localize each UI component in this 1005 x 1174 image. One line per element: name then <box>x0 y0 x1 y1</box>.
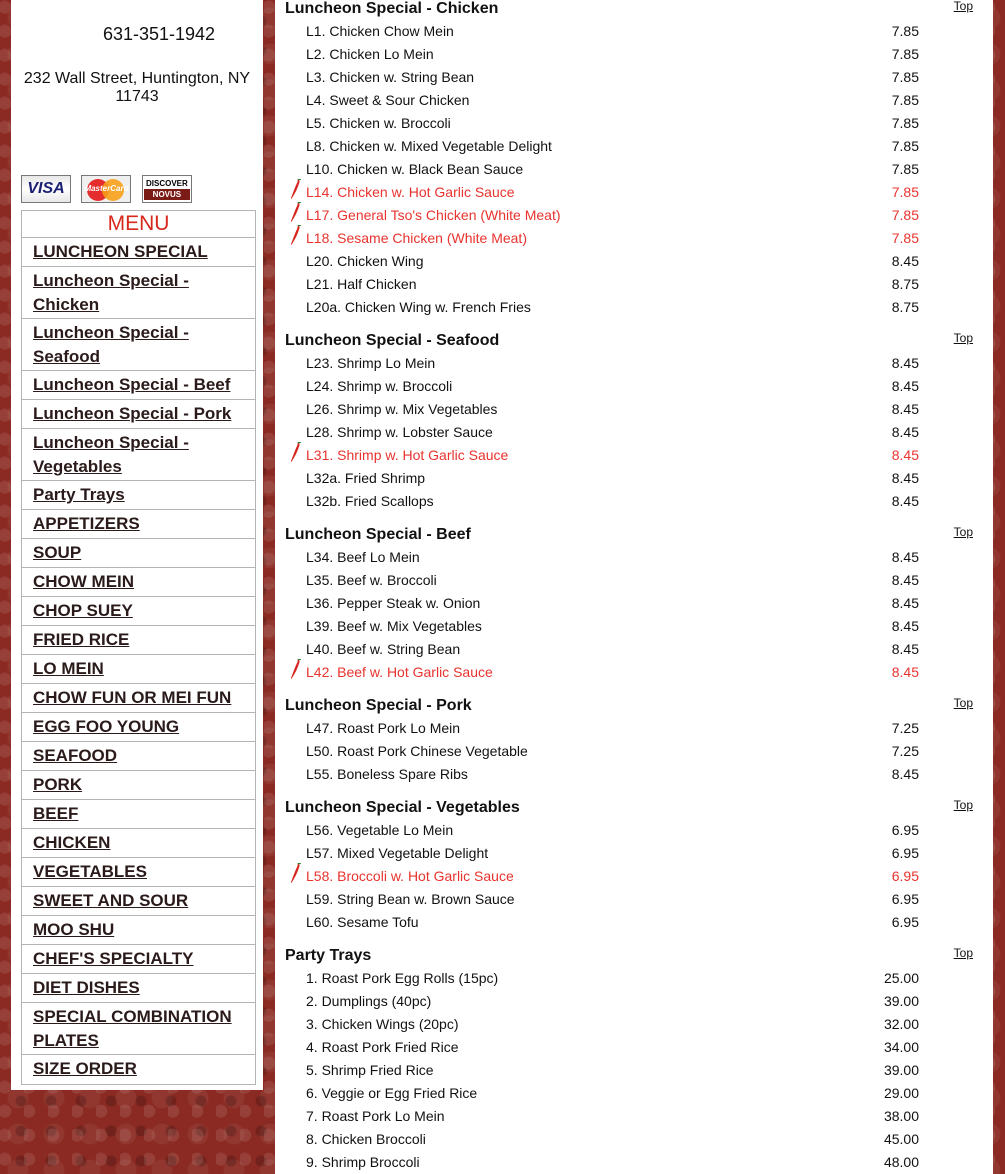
menu-link-luncheon-special-seafood[interactable]: Luncheon Special - Seafood <box>22 319 255 371</box>
item-name: L28. Shrimp w. Lobster Sauce <box>306 424 493 440</box>
item-name: 8. Chicken Broccoli <box>306 1131 426 1147</box>
item-name: L59. String Bean w. Brown Sauce <box>306 891 515 907</box>
section-title: Luncheon Special - Pork <box>285 697 472 714</box>
top-link[interactable]: Top <box>953 525 973 539</box>
menu-link-vegetables[interactable]: VEGETABLES <box>22 858 255 887</box>
item-price: 8.45 <box>891 447 919 463</box>
item-price: 8.45 <box>891 572 919 588</box>
item-price: 7.25 <box>891 720 919 736</box>
menu-item-row[interactable] <box>285 401 935 421</box>
menu-item-row[interactable] <box>285 1085 935 1105</box>
menu-item-row[interactable] <box>285 378 935 398</box>
item-price: 6.95 <box>891 845 919 861</box>
menu-link-chow-mein[interactable]: CHOW MEIN <box>22 568 255 597</box>
item-price: 8.45 <box>891 378 919 394</box>
item-name: L23. Shrimp Lo Mein <box>306 355 436 371</box>
item-name: L18. Sesame Chicken (White Meat) <box>306 230 527 246</box>
item-price: 8.75 <box>891 276 919 292</box>
item-price: 8.45 <box>891 253 919 269</box>
hot-pepper-icon <box>289 179 303 201</box>
menu-link-fried-rice[interactable]: FRIED RICE <box>22 626 255 655</box>
menu-link-luncheon-special-beef[interactable]: Luncheon Special - Beef <box>22 371 255 400</box>
item-price: 8.45 <box>891 355 919 371</box>
menu-link-chop-suey[interactable]: CHOP SUEY <box>22 597 255 626</box>
item-name: L56. Vegetable Lo Mein <box>306 822 454 838</box>
item-price: 7.85 <box>891 115 919 131</box>
menu-item-row[interactable] <box>285 766 935 786</box>
section-header <box>285 332 980 352</box>
item-name: 5. Shrimp Fried Rice <box>306 1062 434 1078</box>
item-price: 7.85 <box>891 69 919 85</box>
item-price: 6.95 <box>891 822 919 838</box>
menu-item-row[interactable] <box>285 115 935 135</box>
top-link[interactable]: Top <box>953 798 973 812</box>
menu-link-luncheon-special-vegetables[interactable]: Luncheon Special - Vegetables <box>22 429 255 481</box>
menu-item-row[interactable] <box>285 69 935 89</box>
item-price: 29.00 <box>883 1085 919 1101</box>
item-name: L36. Pepper Steak w. Onion <box>306 595 481 611</box>
item-name: 9. Shrimp Broccoli <box>306 1154 420 1170</box>
address: 232 Wall Street, Huntington, NY 11743 <box>23 70 251 105</box>
item-name: L10. Chicken w. Black Bean Sauce <box>306 161 524 177</box>
menu-item-row[interactable] <box>285 470 935 490</box>
section-header <box>285 799 980 819</box>
item-price: 6.95 <box>891 891 919 907</box>
item-name: L55. Boneless Spare Ribs <box>306 766 468 782</box>
menu-item-row[interactable] <box>285 46 935 66</box>
menu-item-row[interactable] <box>285 138 935 158</box>
item-price: 6.95 <box>891 914 919 930</box>
item-price: 8.45 <box>891 618 919 634</box>
item-name: L31. Shrimp w. Hot Garlic Sauce <box>306 447 509 463</box>
item-name: L42. Beef w. Hot Garlic Sauce <box>306 664 493 680</box>
menu-link-chow-fun-or-mei-fun[interactable]: CHOW FUN OR MEI FUN <box>22 684 255 713</box>
menu-item-row[interactable] <box>285 595 935 615</box>
item-price: 7.85 <box>891 207 919 223</box>
menu-item-row[interactable] <box>285 868 935 888</box>
menu-link-party-trays[interactable]: Party Trays <box>22 481 255 510</box>
hot-pepper-icon <box>289 863 303 885</box>
menu-item-row[interactable] <box>285 549 935 569</box>
top-link[interactable]: Top <box>953 696 973 710</box>
item-price: 8.45 <box>891 401 919 417</box>
item-price: 8.75 <box>891 299 919 315</box>
item-name: L39. Beef w. Mix Vegetables <box>306 618 482 634</box>
menu-title: MENU <box>22 211 255 238</box>
top-link[interactable]: Top <box>953 946 973 960</box>
menu-link-egg-foo-young[interactable]: EGG FOO YOUNG <box>22 713 255 742</box>
section-title: Luncheon Special - Seafood <box>285 332 500 349</box>
menu-item-row[interactable] <box>285 572 935 592</box>
item-price: 8.45 <box>891 595 919 611</box>
menu-item-row[interactable] <box>285 1016 935 1036</box>
item-price: 7.85 <box>891 161 919 177</box>
item-name: L35. Beef w. Broccoli <box>306 572 437 588</box>
hot-pepper-icon <box>289 659 303 681</box>
menu-link-beef[interactable]: BEEF <box>22 800 255 829</box>
menu-item-row[interactable] <box>285 230 935 250</box>
menu-item-row[interactable] <box>285 970 935 990</box>
item-name: L2. Chicken Lo Mein <box>306 46 434 62</box>
item-price: 7.85 <box>891 23 919 39</box>
item-price: 7.85 <box>891 92 919 108</box>
item-name: L32b. Fried Scallops <box>306 493 434 509</box>
item-name: L4. Sweet & Sour Chicken <box>306 92 470 108</box>
item-name: L47. Roast Pork Lo Mein <box>306 720 461 736</box>
menu-item-row[interactable] <box>285 447 935 467</box>
menu-item-row[interactable] <box>285 1108 935 1128</box>
menu-item-row[interactable] <box>285 161 935 181</box>
section-header <box>285 0 980 20</box>
menu-item-row[interactable] <box>285 720 935 740</box>
item-price: 34.00 <box>883 1039 919 1055</box>
item-name: L17. General Tso's Chicken (White Meat) <box>306 207 561 223</box>
section-title: Luncheon Special - Beef <box>285 526 471 543</box>
item-name: L34. Beef Lo Mein <box>306 549 420 565</box>
item-price: 32.00 <box>883 1016 919 1032</box>
item-price: 8.45 <box>891 664 919 680</box>
menu-link-sweet-and-sour[interactable]: SWEET AND SOUR <box>22 887 255 916</box>
item-price: 8.45 <box>891 424 919 440</box>
section-header <box>285 697 980 717</box>
item-name: L24. Shrimp w. Broccoli <box>306 378 453 394</box>
item-name: 6. Veggie or Egg Fried Rice <box>306 1085 478 1101</box>
item-name: L40. Beef w. String Bean <box>306 641 461 657</box>
hot-pepper-icon <box>289 202 303 224</box>
menu-item-row[interactable] <box>285 914 935 934</box>
item-name: L14. Chicken w. Hot Garlic Sauce <box>306 184 515 200</box>
item-price: 8.45 <box>891 766 919 782</box>
menu-link-luncheon-special[interactable]: LUNCHEON SPECIAL <box>22 238 255 267</box>
item-price: 45.00 <box>883 1131 919 1147</box>
menu-link-soup[interactable]: SOUP <box>22 539 255 568</box>
item-price: 7.85 <box>891 46 919 62</box>
item-name: 4. Roast Pork Fried Rice <box>306 1039 459 1055</box>
menu-link-moo-shu[interactable]: MOO SHU <box>22 916 255 945</box>
item-price: 38.00 <box>883 1108 919 1124</box>
item-price: 7.25 <box>891 743 919 759</box>
sidebar <box>11 0 263 1090</box>
item-name: 1. Roast Pork Egg Rolls (15pc) <box>306 970 499 986</box>
item-name: L60. Sesame Tofu <box>306 914 419 930</box>
menu-nav <box>21 210 256 1085</box>
item-price: 7.85 <box>891 230 919 246</box>
item-name: L8. Chicken w. Mixed Vegetable Delight <box>306 138 552 154</box>
item-price: 7.85 <box>891 184 919 200</box>
menu-link-luncheon-special-pork[interactable]: Luncheon Special - Pork <box>22 400 255 429</box>
item-name: 7. Roast Pork Lo Mein <box>306 1108 445 1124</box>
item-name: L26. Shrimp w. Mix Vegetables <box>306 401 498 417</box>
menu-item-row[interactable] <box>285 891 935 911</box>
section-title: Party Trays <box>285 947 372 964</box>
menu-item-row[interactable] <box>285 355 935 375</box>
menu-link-chef-s-specialty[interactable]: CHEF'S SPECIALTY <box>22 945 255 974</box>
menu-link-special-combination-plates[interactable]: SPECIAL COMBINATION PLATES <box>22 1003 255 1055</box>
item-price: 48.00 <box>883 1154 919 1170</box>
item-price: 39.00 <box>883 993 919 1009</box>
menu-link-appetizers[interactable]: APPETIZERS <box>22 510 255 539</box>
item-name: 2. Dumplings (40pc) <box>306 993 432 1009</box>
menu-item-row[interactable] <box>285 822 935 842</box>
menu-item-row[interactable] <box>285 845 935 865</box>
menu-link-seafood[interactable]: SEAFOOD <box>22 742 255 771</box>
menu-link-luncheon-special-chicken[interactable]: Luncheon Special - Chicken <box>22 267 255 319</box>
menu-item-row[interactable] <box>285 641 935 661</box>
phone-number: 631-351-1942 <box>102 24 216 44</box>
menu-item-row[interactable] <box>285 1062 935 1082</box>
payment-cards <box>21 175 198 203</box>
item-price: 7.85 <box>891 138 919 154</box>
section-title: Luncheon Special - Vegetables <box>285 799 520 816</box>
item-name: L58. Broccoli w. Hot Garlic Sauce <box>306 868 514 884</box>
item-name: L32a. Fried Shrimp <box>306 470 426 486</box>
item-price: 8.45 <box>891 493 919 509</box>
menu-link-lo-mein[interactable]: LO MEIN <box>22 655 255 684</box>
menu-link-chicken[interactable]: CHICKEN <box>22 829 255 858</box>
menu-item-row[interactable] <box>285 92 935 112</box>
hot-pepper-icon <box>289 442 303 464</box>
item-name: L20. Chicken Wing <box>306 253 424 269</box>
item-name: L1. Chicken Chow Mein <box>306 23 454 39</box>
menu-item-row[interactable] <box>285 23 935 43</box>
section-header <box>285 526 980 546</box>
hot-pepper-icon <box>289 225 303 247</box>
section-title: Luncheon Special - Chicken <box>285 0 499 17</box>
menu-item-row[interactable] <box>285 1039 935 1059</box>
item-price: 8.45 <box>891 470 919 486</box>
menu-link-size-order[interactable]: SIZE ORDER <box>33 1059 137 1078</box>
section-header <box>285 947 980 967</box>
item-price: 39.00 <box>883 1062 919 1078</box>
menu-item-row[interactable] <box>285 184 935 204</box>
menu-item-row[interactable] <box>285 1154 935 1174</box>
menu-item-row[interactable] <box>285 664 935 684</box>
top-link[interactable]: Top <box>953 0 973 13</box>
item-name: L5. Chicken w. Broccoli <box>306 115 451 131</box>
item-name: L3. Chicken w. String Bean <box>306 69 475 85</box>
item-price: 25.00 <box>883 970 919 986</box>
item-name: L57. Mixed Vegetable Delight <box>306 845 489 861</box>
item-name: L21. Half Chicken <box>306 276 417 292</box>
menu-item-row[interactable] <box>285 993 935 1013</box>
top-link[interactable]: Top <box>953 331 973 345</box>
menu-link-pork[interactable]: PORK <box>22 771 255 800</box>
menu-item-row[interactable] <box>285 618 935 638</box>
menu-item-row[interactable] <box>285 1131 935 1151</box>
mastercard-icon: MasterCard <box>81 175 131 203</box>
menu-link-diet-dishes[interactable]: DIET DISHES <box>22 974 255 1003</box>
discover-novus-icon: DISCOVER NOVUS <box>142 175 192 203</box>
menu-item-row[interactable] <box>285 299 935 319</box>
menu-content <box>275 0 993 1174</box>
item-name: L20a. Chicken Wing w. French Fries <box>306 299 531 315</box>
item-price: 6.95 <box>891 868 919 884</box>
item-name: L50. Roast Pork Chinese Vegetable <box>306 743 528 759</box>
item-name: 3. Chicken Wings (20pc) <box>306 1016 459 1032</box>
menu-item-row[interactable] <box>285 493 935 513</box>
menu-item-row[interactable] <box>285 743 935 763</box>
menu-item-row[interactable] <box>285 253 935 273</box>
item-price: 8.45 <box>891 549 919 565</box>
visa-card-icon: VISA <box>21 175 71 203</box>
menu-item-row[interactable] <box>285 276 935 296</box>
menu-item-row[interactable] <box>285 207 935 227</box>
item-price: 8.45 <box>891 641 919 657</box>
menu-item-row[interactable] <box>285 424 935 444</box>
